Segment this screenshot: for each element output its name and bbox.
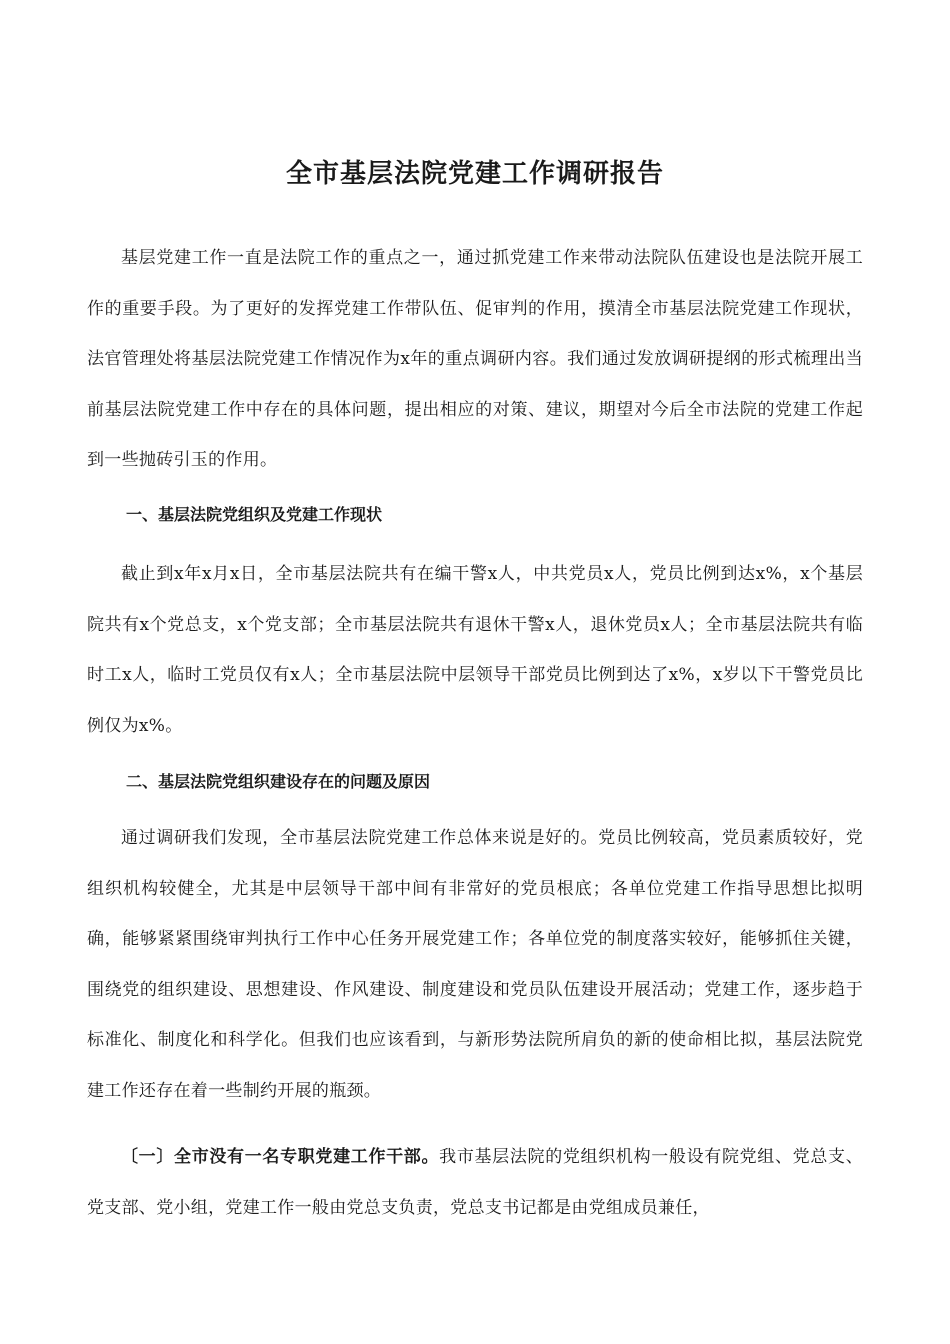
subsection-1-text: 我市基层法院的党组织机构一般设有院党组、党总支、党支部、党小组，党建工作一般由党总支负责，党总支书记都是由党组成员兼任， [87, 1147, 863, 1218]
section-heading-1: 一、基层法院党组织及党建工作现状 [126, 505, 383, 524]
subsection-1-paragraph [87, 1132, 863, 1233]
section-heading-2: 二、基层法院党组织建设存在的问题及原因 [126, 772, 431, 791]
section-2-paragraph: 通过调研我们发现，全市基层法院党建工作总体来说是好的。党员比例较高，党员素质较好，党组织机构较健全，尤其是中层领导干部中间有非常好的党员根底；各单位党建工作指导思想比拟明确，能够紧紧围绕审判执行工作中心任务开展党建工作；各单位党的制度落实较好，能够抓住关键，围绕党的组织建设、思想建设、作风建设、制度建设和党员队伍建设开展活动；党建工作，逐步趋于标准化、制度化和科学化。但我们也应该看到，与新形势法院所肩负的新的使命相比拟，基层法院党建工作还存在着一些制约开展的瓶颈。 [87, 828, 863, 1101]
intro-paragraph: 基层党建工作一直是法院工作的重点之一，通过抓党建工作来带动法院队伍建设也是法院开展工作的重要手段。为了更好的发挥党建工作带队伍、促审判的作用，摸清全市基层法院党建工作现状，法官管理处将基层法院党建工作情况作为x年的重点调研内容。我们通过发放调研提纲的形式梳理出当前基层法院党建工作中存在的具体问题，提出相应的对策、建议，期望对今后全市法院的党建工作起到一些抛砖引玉的作用。 [87, 248, 863, 470]
subsection-1-lead: 〔一〕全市没有一名专职党建工作干部。 [121, 1147, 440, 1167]
section-1-paragraph: 截止到x年x月x日，全市基层法院共有在编干警x人，中共党员x人，党员比例到达x%，x个基层院共有x个党总支，x个党支部；全市基层法院共有退休干警x人，退休党员x人；全市基层法院共有临时工x人，临时工党员仅有x人；全市基层法院中层领导干部党员比例到达了x%，x岁以下干警党员比例仅为x%。 [87, 564, 863, 736]
document-title: 全市基层法院党建工作调研报告 [285, 159, 664, 189]
